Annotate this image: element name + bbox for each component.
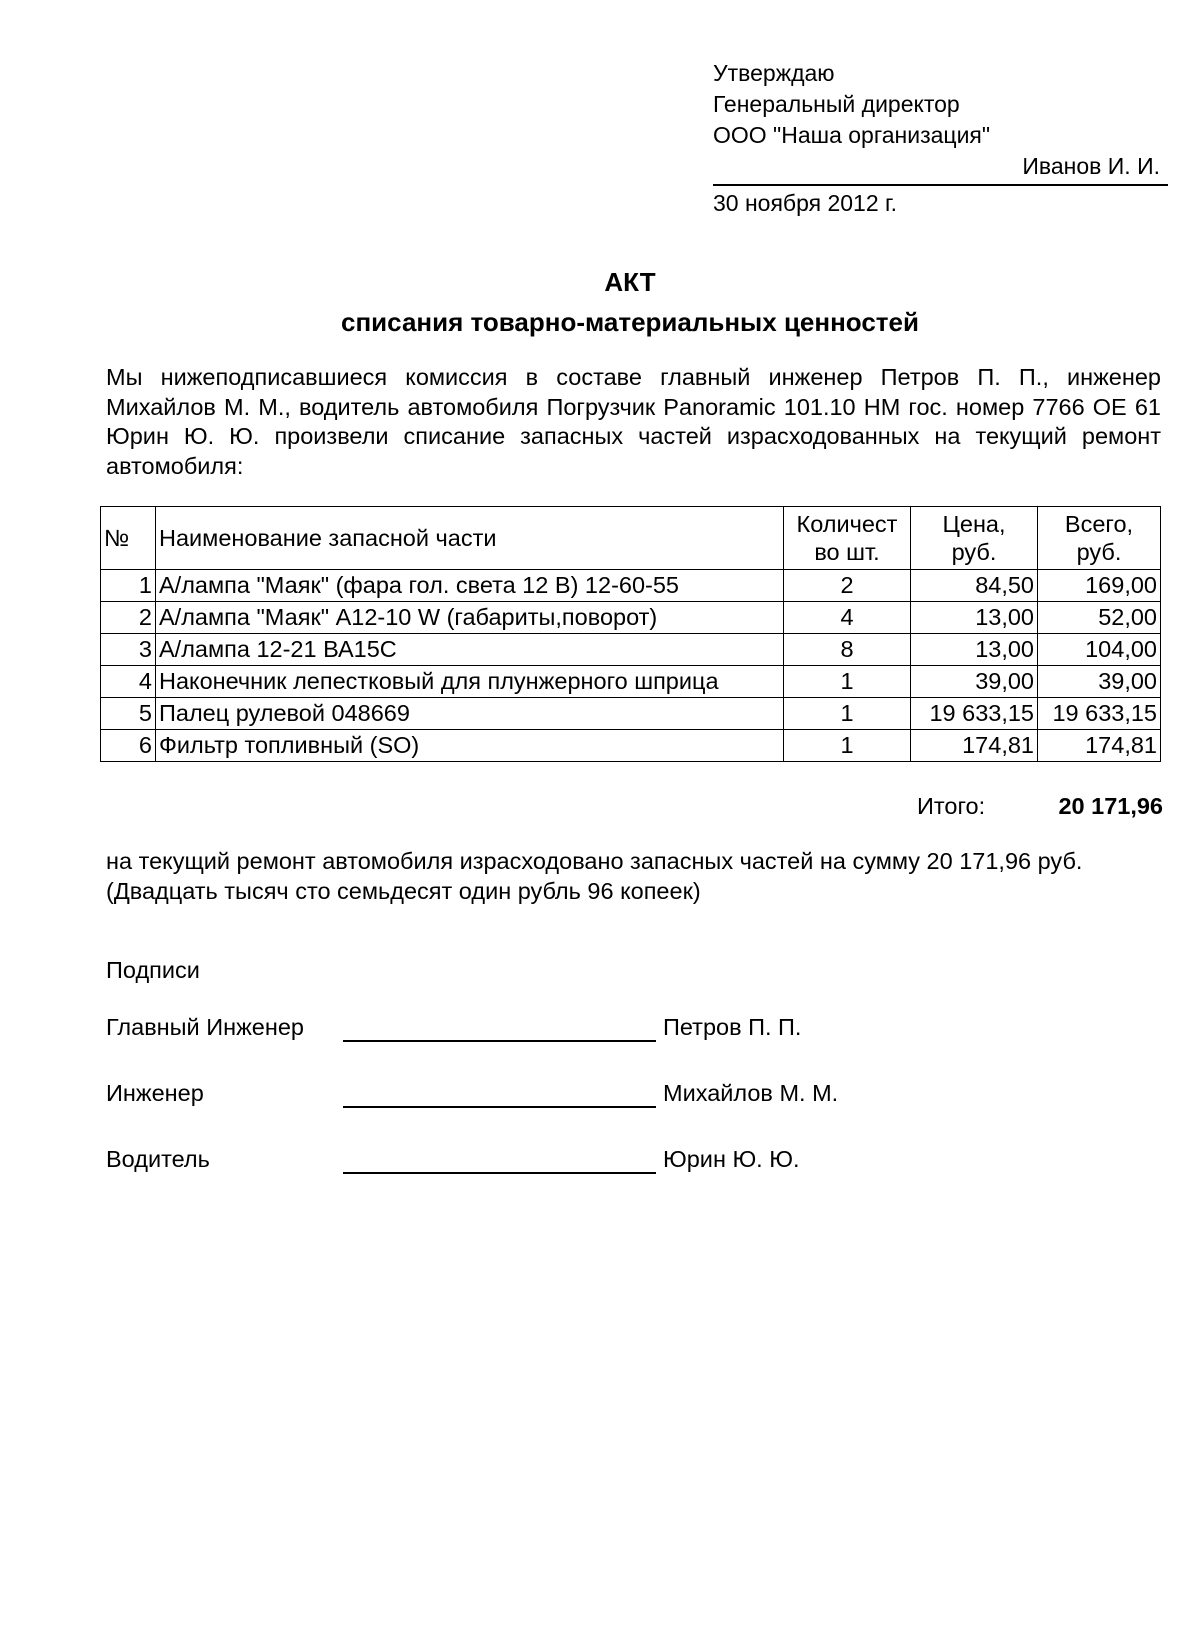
row-no: 3 — [101, 634, 156, 666]
row-qty: 1 — [784, 666, 911, 698]
signature-chief-engineer — [106, 1012, 866, 1046]
row-no: 4 — [101, 666, 156, 698]
row-name: Фильтр топливный (SO) — [156, 730, 784, 762]
row-name: А/лампа "Маяк" (фара гол. света 12 В) 12-60-55 — [156, 570, 784, 602]
title-line-1: АКТ — [604, 267, 656, 297]
row-total: 39,00 — [1038, 666, 1161, 698]
approve-label: Утверждаю — [713, 60, 835, 86]
header-price-line-2: руб. — [951, 539, 997, 565]
header-qty — [784, 507, 911, 570]
header-price-line-1: Цена, — [942, 511, 1006, 537]
row-qty: 8 — [784, 634, 911, 666]
row-no: 6 — [101, 730, 156, 762]
row-total: 52,00 — [1038, 602, 1161, 634]
header-total-line-2: руб. — [1076, 539, 1122, 565]
signatures-heading: Подписи — [106, 957, 200, 983]
row-name: А/лампа 12-21 ВА15С — [156, 634, 784, 666]
header-qty-line-2: во шт. — [814, 539, 880, 565]
row-no: 1 — [101, 570, 156, 602]
row-total: 19 633,15 — [1038, 698, 1161, 730]
row-price: 39,00 — [911, 666, 1038, 698]
row-name: А/лампа "Маяк" А12-10 W (габариты,поворот) — [156, 602, 784, 634]
row-total: 174,81 — [1038, 730, 1161, 762]
signature-name: Михайлов М. М. — [663, 1080, 839, 1106]
signature-driver — [106, 1144, 866, 1178]
header-total-line-1: Всего, — [1064, 511, 1134, 537]
signature-name: Петров П. П. — [663, 1014, 802, 1040]
row-price: 19 633,15 — [911, 698, 1038, 730]
signature-engineer — [106, 1078, 866, 1112]
header-qty-line-1: Количест — [796, 511, 898, 537]
document-title — [0, 262, 1200, 342]
header-name: Наименование запасной части — [156, 507, 784, 570]
table-row — [101, 730, 1161, 762]
spent-line-1: на текущий ремонт автомобиля израсходовано запасных частей на сумму 20 171,96 руб. — [106, 848, 1083, 874]
table-header-row — [101, 507, 1161, 570]
approver-organization: ООО "Наша организация" — [713, 122, 991, 148]
signature-role: Главный Инженер — [106, 1014, 304, 1040]
signature-role: Инженер — [106, 1080, 204, 1106]
header-price — [911, 507, 1038, 570]
row-qty: 1 — [784, 730, 911, 762]
signature-line — [343, 1172, 656, 1174]
row-qty: 1 — [784, 698, 911, 730]
table-row — [101, 634, 1161, 666]
header-no: № — [101, 507, 156, 570]
signature-line — [343, 1106, 656, 1108]
title-line-2: списания товарно-материальных ценностей — [341, 307, 919, 337]
row-price: 13,00 — [911, 634, 1038, 666]
signature-line — [343, 1040, 656, 1042]
spent-line-2: (Двадцать тысяч сто семьдесят один рубль 96 копеек) — [106, 878, 701, 904]
row-price: 84,50 — [911, 570, 1038, 602]
total-label: Итого: — [917, 793, 986, 819]
row-total: 169,00 — [1038, 570, 1161, 602]
header-total — [1038, 507, 1161, 570]
parts-table — [100, 506, 1161, 762]
row-qty: 4 — [784, 602, 911, 634]
table-row — [101, 570, 1161, 602]
row-no: 5 — [101, 698, 156, 730]
row-price: 174,81 — [911, 730, 1038, 762]
signature-name: Юрин Ю. Ю. — [663, 1146, 800, 1172]
spent-statement — [106, 846, 1166, 906]
approver-name: Иванов И. И. — [713, 151, 1168, 186]
approval-date: 30 ноября 2012 г. — [713, 190, 897, 216]
row-total: 104,00 — [1038, 634, 1161, 666]
approval-block — [713, 58, 1168, 219]
intro-paragraph: Мы нижеподписавшиеся комиссия в составе главный инженер Петров П. П., инженер Михайлов М. М., водитель автомобиля Погрузчик Panoramic 101.10 НМ гос. номер 7766 ОЕ 61 Юрин Ю. Ю. произвели списание запасных частей израсходованных на текущий ремонт автомобиля: — [106, 364, 1161, 479]
table-row — [101, 698, 1161, 730]
total-value: 20 171,96 — [1058, 793, 1163, 819]
row-qty: 2 — [784, 570, 911, 602]
row-no: 2 — [101, 602, 156, 634]
row-name: Наконечник лепестковый для плунжерного шприца — [156, 666, 784, 698]
row-name: Палец рулевой 048669 — [156, 698, 784, 730]
table-row — [101, 602, 1161, 634]
row-price: 13,00 — [911, 602, 1038, 634]
signature-role: Водитель — [106, 1146, 210, 1172]
approver-position: Генеральный директор — [713, 91, 960, 117]
table-row — [101, 666, 1161, 698]
